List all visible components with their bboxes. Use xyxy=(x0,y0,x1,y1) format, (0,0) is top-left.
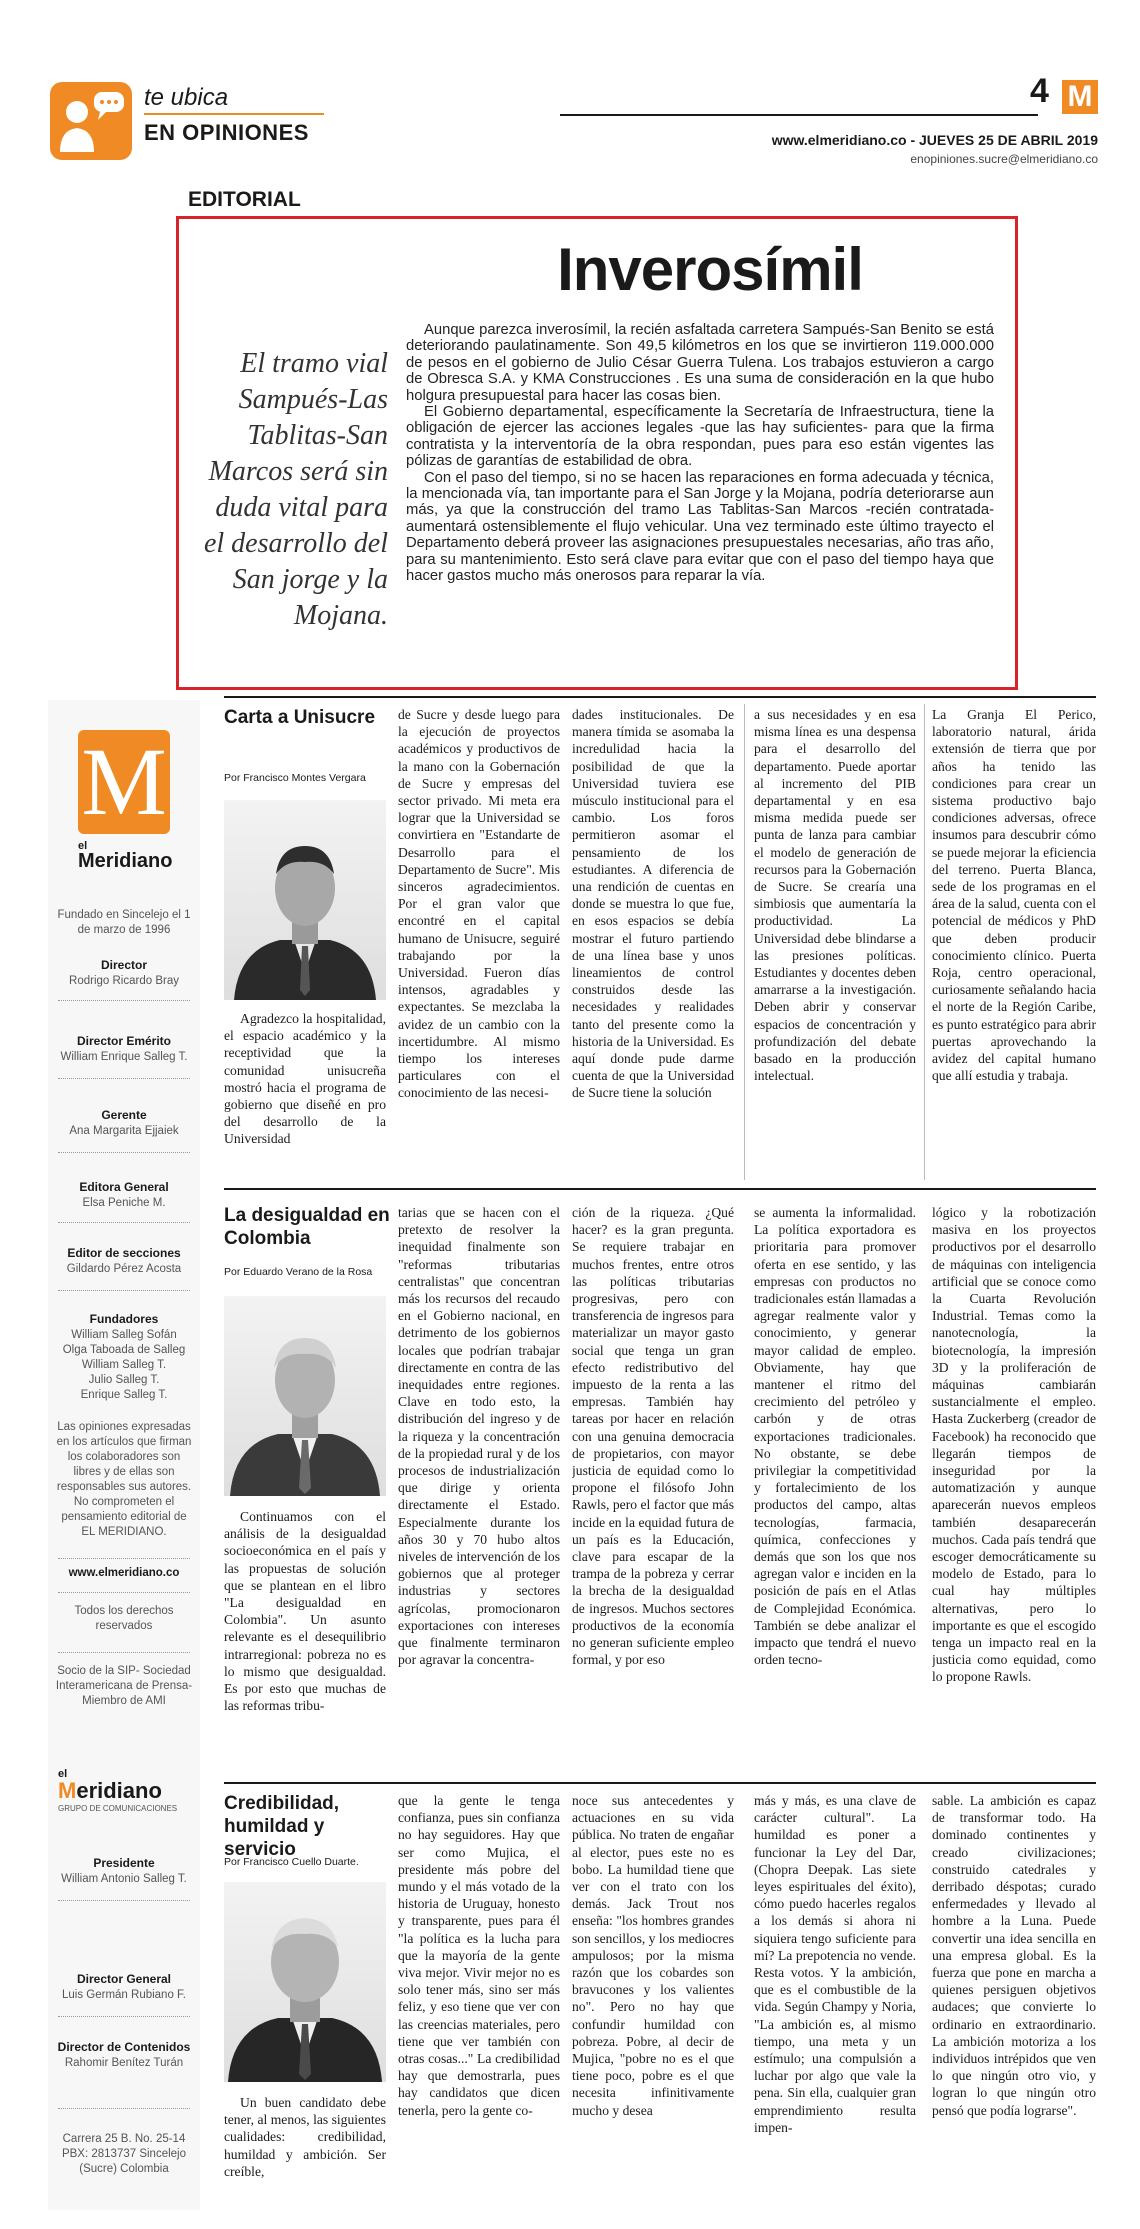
author-portrait-icon xyxy=(224,800,386,1000)
article-rule xyxy=(224,696,1096,698)
role: Editor de secciones xyxy=(67,1246,181,1260)
person-name: Ana Margarita Ejjaiek xyxy=(69,1125,179,1137)
article-column xyxy=(754,1792,916,2216)
group-logo-name: Meridiano xyxy=(58,1778,162,1803)
role: Director de Contenidos xyxy=(57,2040,191,2054)
person-name: Rahomir Benítez Turán xyxy=(64,2057,184,2069)
divider xyxy=(58,2016,190,2017)
divider xyxy=(58,1222,190,1223)
column-divider xyxy=(924,704,925,1180)
website-link[interactable]: www.elmeridiano.co xyxy=(68,1567,180,1579)
article-title: La desigualdad en Colombia xyxy=(224,1205,390,1249)
article-text: Un buen candidato debe tener, al menos, las siguientes cualidades: credibilidad, humildad y ambición. Ser creíble, xyxy=(224,2095,386,2179)
article-text: lógico y la robotización masiva en los proyectos productivos por el desarrollo de máquinas con inteligencia artificial que se conoce como la Cuarta Revolución Industrial. Temas como la nanotecnología, la biotecnología, la impresión 3D y la proliferación de máquinas cambiarán sustancialmente el empleo. Hasta Zuckerberg (creador de Facebook) ha reconocido que llegarán tiempos de inseguridad por la automatización y aunque aparecerán nuevos empleos también desaparecerán muchos. Cada país tendrá que escoger democráticamente su modelo de Estado, para lo cual hay múltiples alternativas, pero lo importante es que el escogido tenga un impacto real en la justicia como equidad, como lo propone Rawls. xyxy=(932,1205,1096,1685)
article-byline: Por Eduardo Verano de la Rosa xyxy=(224,1266,373,1278)
person-name: William Antonio Salleg T. xyxy=(61,1873,187,1885)
founder-name: Enrique Salleg T. xyxy=(80,1389,168,1401)
role: Presidente xyxy=(93,1856,155,1870)
founder-name: William Salleg T. xyxy=(81,1359,167,1371)
article-column xyxy=(398,1792,560,2216)
author-photo xyxy=(224,1296,386,1496)
article-text: Agradezco la hospitalidad, el espacio académico y la receptividad que la comunidad unisucreña mostró hacia el programa de gobierno que diseñé en pro del desarrollo de la Universidad xyxy=(224,1011,386,1147)
column-divider xyxy=(744,704,745,1180)
article-text: de Sucre y desde luego para la ejecución de proyectos académicos y productivos de la mano con la Gobernación de Sucre y empresas del sector privado. Mi meta era lograr que la Universidad se convirtiera en "Estandarte de Desarrollo para el Departamento de Sucre". Mis sinceros agradecimientos. Por el gran valor que encontré en el capital humano de Unisucre, seguiré trabajando por la Universidad. Fueron días intensos, agradables y expectantes. Se mezclaba la avidez de un cambio con la incertidumbre. Al mismo tiempo los intereses particulares con el conocimiento de las necesi- xyxy=(398,707,560,1101)
article-text: noce sus antecedentes y actuaciones en su vida pública. No traten de engañar al elector, pues este no es bobo. La humildad tiene que ver con el trato con los demás. Jack Trout nos enseña: "los hombres grandes son sencillos, y los mediocres ampulosos; por la misma razón que los cobardes son bravucones y los valientes no". Pero no hay que confundir humildad con pobreza. Pobre, al decir de Mujica, "pobre no es el que tiene poco, pobre es el que necesita infinitivamente mucho y desea xyxy=(572,1793,734,2118)
article-byline: Por Francisco Cuello Duarte. xyxy=(224,1856,359,1868)
article-rule xyxy=(224,1782,1096,1784)
brand-logo: M xyxy=(78,730,170,834)
brand-badge: M xyxy=(1062,80,1098,114)
article-column xyxy=(932,1204,1096,1770)
divider xyxy=(58,1558,190,1559)
article-text: Continuamos con el análisis de la desigualdad socioeconómica en el país y las propuestas de solución que se plantean en el libro "La desigualdad en Colombia". Un asunto relevante es el desequilibrio intrarregional: pobreza no es lo mismo que desigualdad. Es por esto que muchas de las reformas tribu- xyxy=(224,1509,386,1714)
staff-director xyxy=(54,958,194,989)
article-column xyxy=(572,1204,734,1770)
role: Director General xyxy=(76,1972,172,1986)
group-logo-sub: GRUPO DE COMUNICACIONES xyxy=(58,1804,178,1813)
person-name: Luis Germán Rubiano F. xyxy=(61,1989,186,2001)
article-text: dades institucionales. De manera tímida se asomaba la incredulidad hacia la posibilidad de que la Universidad tuviera ese músculo institucional para el cambio. Los foros permitieron asomar el pensamiento de los estudiantes. A diferencia de una rendición de cuentas en donde se muestra lo que fue, en esos espacios se debía mostrar el futuro partiendo de una línea base y unos lineamientos de control construidos desde las necesidades y realidades tanto del presente como la historia de la Universidad. Es aquí donde pude darme cuenta de que la Universidad de Sucre tiene la solución xyxy=(572,707,734,1101)
staff-emeritus xyxy=(54,1034,194,1065)
divider xyxy=(58,1592,190,1593)
header-rule xyxy=(560,114,1038,116)
divider xyxy=(58,1900,190,1901)
founded-note: Fundado en Sincelejo el 1 de marzo de 1996 xyxy=(57,909,191,936)
article-column xyxy=(754,1204,916,1770)
address: Carrera 25 B. No. 25-14 PBX: 2813737 Sincelejo (Sucre) Colombia xyxy=(61,2133,187,2175)
role: Director Emérito xyxy=(76,1034,172,1048)
section-underline xyxy=(144,113,324,115)
article-intro xyxy=(224,1508,386,1770)
person-name: William Enrique Salleg T. xyxy=(60,1051,188,1063)
article-text: más y más, es una clave de carácter cultural". La humildad es poner a funcionar la Ley del Dar, (Chopra Deepak. Las siete leyes espirituales del éxito), cómo puedo hacerles regalos a los demás si ahora ni siquiera tengo suficiente para mí? La prepotencia no vende. Resta votos. Y la ambición, que es el combustible de la vida. Según Champy y Noria, "La ambición es, al mismo tiempo, una meta y un estímulo; una compulsión a luchar por algo que vale la pena. Sin ella, cualquier gran emprendimiento resulta impen- xyxy=(754,1793,916,2135)
article-title: Credibilidad, humildad y servicio xyxy=(224,1793,340,1860)
section-tagline: te ubica xyxy=(144,84,229,111)
author-photo xyxy=(224,800,386,1000)
article-byline: Por Francisco Montes Vergara xyxy=(224,772,366,784)
role: Editora General xyxy=(79,1180,169,1194)
divider xyxy=(58,1000,190,1001)
masthead-sidebar xyxy=(48,700,200,2210)
staff-president xyxy=(54,1856,194,1887)
editorial-paragraph: El Gobierno departamental, específicamente la Secretaría de Infraestructura, tiene la obligación de ejercer las acciones legales -que las hay suficientes- para que la firma contratista y la interventoría de la obra respondan, pues para eso están vigentes las pólizas de garantías de estabilidad de obra. xyxy=(406,404,994,470)
founder-name: Julio Salleg T. xyxy=(88,1374,160,1386)
divider xyxy=(58,1152,190,1153)
person-name: Rodrigo Ricardo Bray xyxy=(69,975,179,987)
divider xyxy=(58,1652,190,1653)
editorial-pull-quote: El tramo vial Sampués-Las Tablitas-San Marcos será sin duda vital para el desarrollo del San jorge y la Mojana. xyxy=(203,348,388,631)
article-title: Carta a Unisucre xyxy=(224,707,376,728)
article-text: tarias que se hacen con el pretexto de resolver la inequidad finalmente son "reformas tributarias centralistas" que concentran más los recursos del recaudo en el Gobierno nacional, en detrimento de los gobiernos locales que podrían trabajar directamente en contra de las inequidades entre regiones. Clave en todo esto, la distribución del ingreso y de la riqueza y la concentración de la propiedad rural y de los procesos de industrialización que dirige y orienta directamente el Estado. Especialmente durante los años 30 y 70 hubo altos niveles de intervención de los gobiernos que al proteger industrias y sectores agrícolas, promocionaron exportaciones con intereses que finalmente terminaron por agravar la concentra- xyxy=(398,1205,560,1668)
article-text: a sus necesidades y en esa misma línea es una despensa para el desarrollo del departamento. Puede aportar al incremento del PIB departamental y en esa misma medida puede ser punta de lanza para cambiar el modelo de generación de recursos para la Gobernación de Sucre. Se crearía una simbiosis que aumentaría la productividad. La Universidad debe blindarse a las presiones políticas. Estudiantes y docentes deben amarrarse a la investigación. Deben abrir y conservar espacios de concentración y profundización del debate basado en la producción intelectual. xyxy=(754,707,916,1084)
author-portrait-icon xyxy=(224,1882,386,2082)
rights-note: Todos los derechos reservados xyxy=(74,1605,174,1632)
article-text: ción de la riqueza. ¿Qué hacer? es la gran pregunta. Se requiere trabajar en muchos frentes, entre otros las políticas tributarias progresivas, pero con transferencia de ingresos para materializar un mayor gasto social que tenga un gran efecto redistributivo del impuesto de la renta a las empresas. También hay tareas por hacer en relación con una genuina democracia de propietarios, con mayor justicia de equidad como lo propone el filósofo John Rawls, pero el factor que más incide en la equidad futura de un país es la Educación, clave para escapar de la trampa de la pobreza y cerrar la brecha de la desigualdad de ingresos. Muchos sectores productivos de la economía no generan suficiente empleo formal, y por eso xyxy=(572,1205,734,1668)
article-column xyxy=(932,1792,1096,2216)
author-portrait-icon xyxy=(224,1296,386,1496)
article-column xyxy=(932,706,1096,1180)
logo-name: Meridiano xyxy=(78,850,173,872)
founders-title: Fundadores xyxy=(89,1312,159,1326)
person-name: Elsa Peniche M. xyxy=(82,1197,166,1209)
disclaimer: Las opiniones expresadas en los artículos que firman los colaboradores son libres y de ellas son responsables sus autores. No comprometen el pensamiento editorial de EL MERIDIANO. xyxy=(56,1421,192,1538)
staff-manager xyxy=(54,1108,194,1139)
person-name: Gildardo Pérez Acosta xyxy=(66,1263,182,1275)
article-text: se aumenta la informalidad. La política exportadora es prioritaria para promover oferta en ese sentido, y las empresas con productos no tradicionales están llamadas a agregar realmente valor y conocimiento, y generar mayor calidad de empleo. Obviamente, hay que mantener el ritmo del crecimiento del petróleo y carbón y de otras exportaciones tradicionales. No obstante, se debe privilegiar la competitividad y fortalecimiento de los productos del campo, altas tecnologías, farmacia, química, confecciones y demás que son los que nos agregan valor e inciden en la posición de país en el Atlas de Complejidad Económica. También se debe analizar el impacto que tendrá el nuevo orden tecno- xyxy=(754,1205,916,1668)
group-logo-el: el xyxy=(58,1768,68,1780)
editorial-paragraph: Con el paso del tiempo, si no se hacen las reparaciones en forma adecuada y técnica, la mencionada vía, tan importante para el San Jorge y la Mojana, podría deteriorarse aun más, ya que la construcción del tramo Las Tablitas-San Marcos -recién contratada- aumentará ostensiblemente el flujo vehicular. Una vez terminado este último trayecto el Departamento deberá proveer las asignaciones presupuestales necesarias, año tras año, para su mantenimiento. Esto será clave para evitar que con el paso del tiempo haya que hacer gastos mucho más onerosos para reparar la vía. xyxy=(406,469,994,585)
contact-email: enopiniones.sucre@elmeridiano.co xyxy=(910,152,1098,166)
editorial-label: EDITORIAL xyxy=(188,188,301,211)
article-column xyxy=(572,1792,734,2216)
article-column xyxy=(572,706,734,1180)
editorial-paragraph: Aunque parezca inverosímil, la recién asfaltada carretera Sampués-San Benito se está deteriorando paulatinamente. Son 49,5 kilómetros en los que se invirtieron 119.000.000 de pesos en el gobierno de Julio César Guerra Tulena. Los trabajos estuvieron a cargo de Obresca S.A. y KMA Construcciones . Es una suma de consideración en la que hubo holgura presupuestal para hacer las cosas bien. xyxy=(406,322,994,404)
logo-el: el xyxy=(78,840,88,852)
chat-person-icon xyxy=(50,82,132,160)
editorial-title: Inverosímil xyxy=(557,236,863,303)
editorial-body xyxy=(406,322,994,670)
article-text: sable. La ambición es capaz de transformar todo. Ha dominado continentes y creado civilizaciones; construido catedrales y derribado déspotas; curado enfermedades y llevado al hombre a la Luna. Puede convertir una idea sencilla en una empresa global. Es la fuerza que pone en marcha a quienes persiguen objetivos audaces; que convierte lo ordinario en extraordinario. La ambición motoriza a los individuos intrépidos que ven lo que ningún otro vio, y logran lo que ningún otro pensó que podía lograrse". xyxy=(932,1793,1096,2118)
staff-section-editor xyxy=(54,1246,194,1277)
membership-note: Socio de la SIP- Sociedad Interamericana de Prensa- Miembro de AMI xyxy=(55,1665,193,1707)
divider xyxy=(58,1078,190,1079)
role: Gerente xyxy=(101,1108,147,1122)
article-text: La Granja El Perico, laboratorio natural, árida extensión de tierra que por años ha tenido las condiciones para crear un sistema productivo bajo condiciones adversas, ofrece insumos para descubrir cómo se puede mejorar la eficiencia del terreno. Puerta Blanca, sede de los programas en el área de la salud, cuenta con el potencial de médicos y PhD que deben producir conocimiento clínico. Puerta Roja, centro operacional, curiosamente señalando hacia el norte de la Región Caribe, es punto estratégico para abrir puertas aprovechando la avidez del capital humano que allí estudia y trabaja. xyxy=(932,707,1096,1084)
article-rule xyxy=(224,1188,1096,1190)
divider xyxy=(58,1290,190,1291)
article-column xyxy=(754,706,916,1180)
page-number: 4 xyxy=(1030,72,1049,110)
section-logo xyxy=(50,82,132,160)
site-date: www.elmeridiano.co - JUEVES 25 DE ABRIL 2019 xyxy=(771,132,1098,148)
section-name: EN OPINIONES xyxy=(144,120,309,145)
founder-name: William Salleg Sofán xyxy=(71,1329,177,1341)
article-column xyxy=(398,706,560,1180)
role: Director xyxy=(100,958,147,972)
article-column xyxy=(398,1204,560,1770)
staff-editor-general xyxy=(54,1180,194,1211)
author-photo xyxy=(224,1882,386,2082)
article-text: que la gente le tenga confianza, pues sin confianza no hay seguidores. Hay que ser como Mujica, el presidente más pobre del mundo y el más votado de la historia de Uruguay, honesto y transparente, pues para él "la política es la lucha para que la mayoría de la gente viva mejor. Vivir mejor no es solo tener más, sino ser más feliz, y eso tiene que ver con las creencias materiales, pero tiene que ver también con otras cosas..." La credibilidad hay que demostrarla, pues hay candidatos que dicen tenerla, pero la gente co- xyxy=(398,1793,560,2118)
staff-content-director xyxy=(54,2040,194,2071)
article-intro xyxy=(224,1010,386,1180)
founder-name: Olga Taboada de Salleg xyxy=(62,1344,186,1356)
article-intro xyxy=(224,2094,386,2216)
divider xyxy=(58,2108,190,2109)
founders-block xyxy=(54,1312,194,1403)
staff-director-general xyxy=(54,1972,194,2003)
